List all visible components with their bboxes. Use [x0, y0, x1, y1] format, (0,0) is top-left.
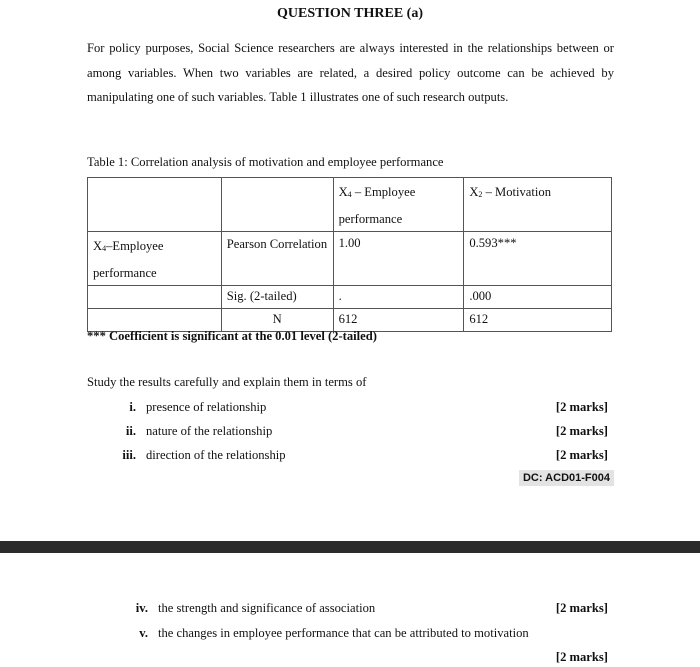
cell-x4-sig: .	[333, 286, 464, 309]
question-number: iv.	[135, 601, 148, 615]
cell-x4-n: 612	[333, 309, 464, 332]
question-text: direction of the relationship	[146, 448, 286, 462]
question-text: presence of relationship	[146, 400, 267, 414]
intro-paragraph: For policy purposes, Social Science researchers are always interested in the relationships between or among variables. When two variables are related, a desired policy outcome can be achieved by manipulating one of such variables. Table 1 illustrates one of such research outputs.	[87, 41, 614, 104]
question-number: v.	[139, 626, 148, 640]
empty-row-label-cell	[88, 286, 222, 309]
stat-label-pearson: Pearson Correlation	[221, 232, 333, 286]
question-number: i.	[129, 400, 136, 414]
document-code: DC: ACD01-F004	[519, 470, 614, 486]
header-x2-motivation: $X_2$ – Motivation	[464, 178, 612, 232]
question-number: ii.	[125, 424, 136, 438]
table-caption: Table 1: Correlation analysis of motivation and employee performance	[87, 155, 444, 169]
question-text: the strength and significance of association	[158, 601, 376, 615]
stat-label-n: N	[221, 309, 333, 332]
empty-header-cell	[88, 178, 222, 232]
cell-x2-n: 612	[464, 309, 612, 332]
page-divider	[0, 541, 700, 553]
study-prompt: Study the results carefully and explain them in terms of	[87, 375, 367, 389]
cell-x2-pearson: 0.593***	[464, 232, 612, 286]
page-two	[0, 553, 700, 667]
question-marks: [2 marks]	[555, 650, 608, 664]
cell-x4-pearson: 1.00	[333, 232, 464, 286]
table-row-sig	[88, 286, 612, 309]
question-marks: [2 marks]	[555, 601, 608, 615]
table-row-pearson	[88, 232, 612, 286]
empty-header-cell	[221, 178, 333, 232]
table-header-row	[88, 178, 612, 232]
header-x4-employee-performance: $X_4$ – Employee performance	[333, 178, 464, 232]
question-number: iii.	[122, 448, 136, 462]
question-text: nature of the relationship	[146, 424, 273, 438]
question-marks: [2 marks]	[555, 448, 608, 462]
question-marks: [2 marks]	[555, 424, 608, 438]
row-label-x4-employee-performance: $X_4$–Employee performance	[88, 232, 222, 286]
stat-label-sig: Sig. (2-tailed)	[221, 286, 333, 309]
question-text: the changes in employee performance that can be attributed to motivation	[158, 626, 529, 640]
question-title: QUESTION THREE (a)	[277, 6, 423, 21]
table-footnote: *** Coefficient is significant at the 0.01 level (2-tailed)	[87, 329, 377, 343]
correlation-table	[87, 177, 612, 332]
question-marks: [2 marks]	[555, 400, 608, 414]
cell-x2-sig: .000	[464, 286, 612, 309]
